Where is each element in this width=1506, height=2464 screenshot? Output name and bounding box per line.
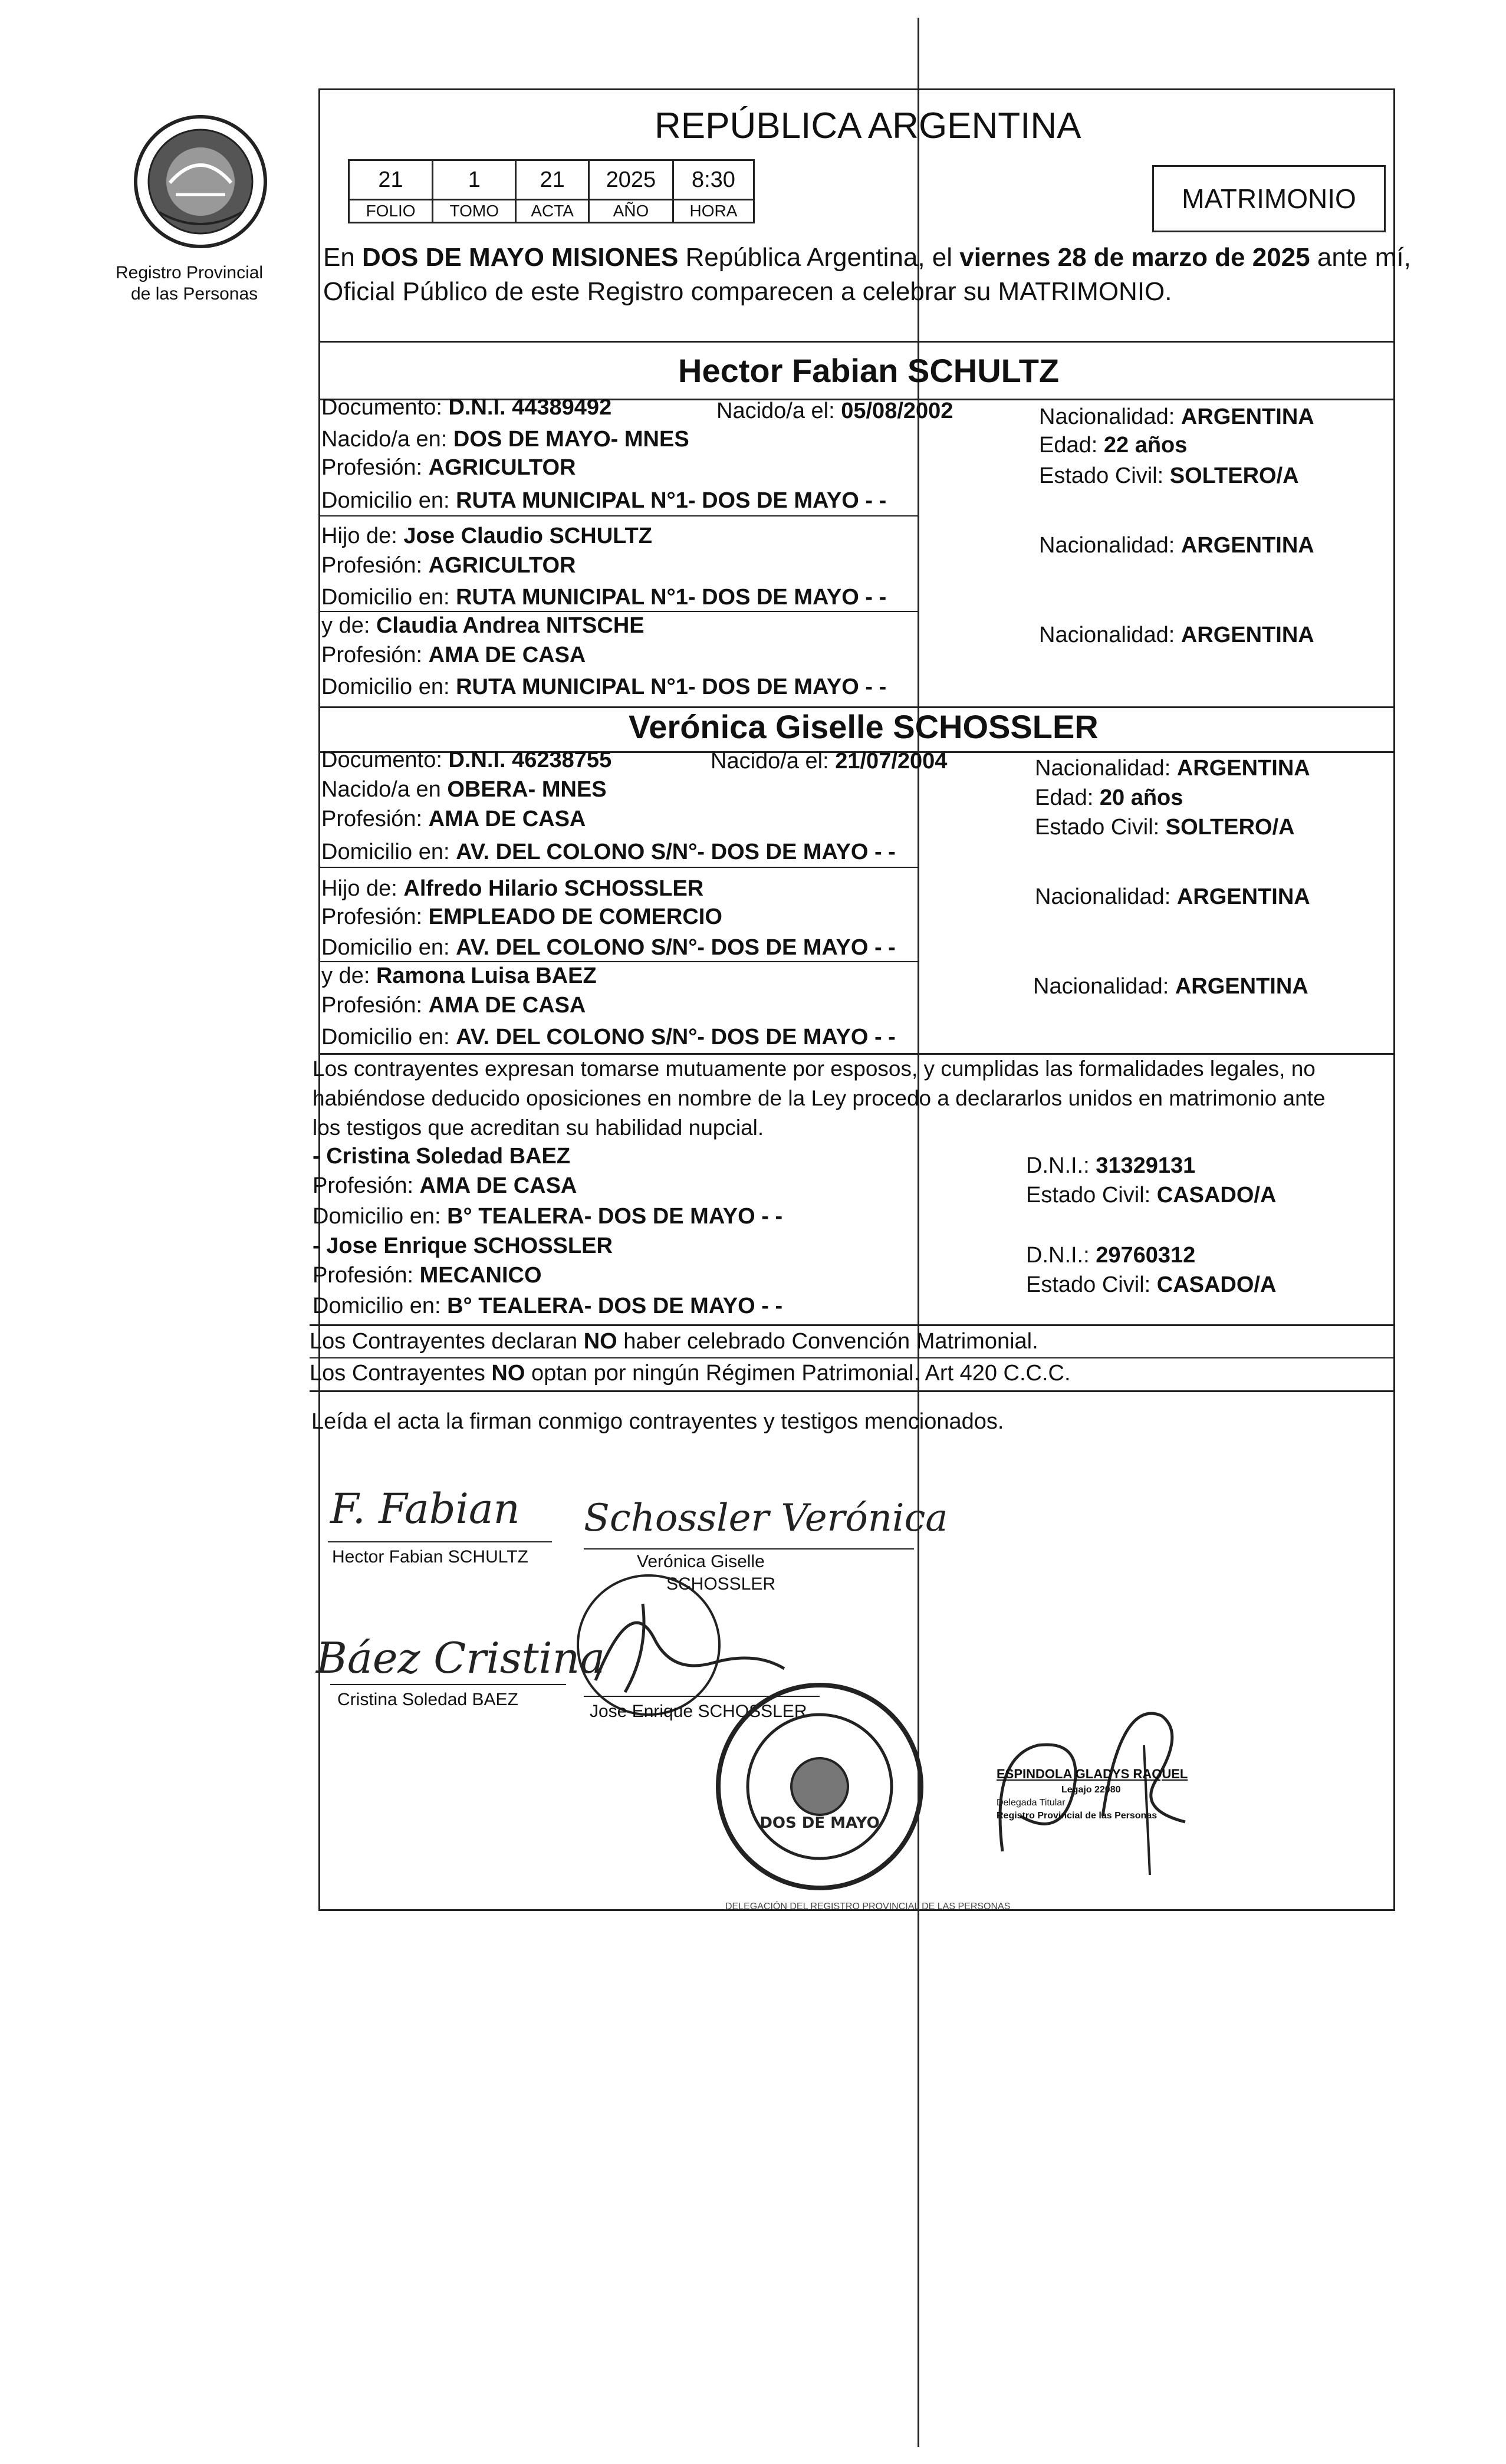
row-underline: [318, 867, 919, 868]
registry-logo: [124, 112, 277, 254]
witness1-dni: D.N.I.: 31329131: [1026, 1153, 1196, 1178]
declaration-line1: Los contrayentes expresan tomarse mutuamente por esposos, y cumplidas las formalidades legales, no: [313, 1057, 1316, 1081]
official-registry: Registro Provincial de las Personas: [997, 1811, 1158, 1821]
section-divider: [310, 1390, 1393, 1392]
spouse2-father-nationality: Nacionalidad: ARGENTINA: [1035, 884, 1310, 909]
witness2-address: Domicilio en: B° TEALERA- DOS DE MAYO - -: [313, 1294, 783, 1318]
row-underline: [310, 1357, 1393, 1358]
spouse2-name: Verónica Giselle SCHOSSLER: [629, 708, 1099, 745]
spouse2-mother: y de: Ramona Luisa BAEZ: [321, 963, 597, 988]
acta-label: ACTA: [516, 200, 589, 223]
country-title: REPÚBLICA ARGENTINA: [655, 106, 1081, 146]
section-divider: [318, 341, 1393, 343]
spouse1-birth-date: Nacido/a el: 05/08/2002: [716, 399, 953, 423]
signature-label-witness1: Cristina Soledad BAEZ: [337, 1690, 518, 1709]
section-divider: [310, 1324, 1393, 1326]
spouse2-father: Hijo de: Alfredo Hilario SCHOSSLER: [321, 876, 704, 901]
spouse2-civil-status: Estado Civil: SOLTERO/A: [1035, 815, 1295, 840]
tomo-value: 1: [433, 160, 516, 200]
spouse1-father-profession: Profesión: AGRICULTOR: [321, 553, 576, 578]
registry-name-line1: Registro Provincial: [116, 263, 264, 282]
spouse1-name: Hector Fabian SCHULTZ: [678, 352, 1060, 389]
record-index-table: [348, 159, 755, 223]
spouse1-birthplace: Nacido/a en: DOS DE MAYO- MNES: [321, 427, 689, 452]
spouse2-address: Domicilio en: AV. DEL COLONO S/N°- DOS DE MAYO - -: [321, 840, 896, 864]
spouse1-profession: Profesión: AGRICULTOR: [321, 455, 576, 480]
witness1-name: - Cristina Soledad BAEZ: [313, 1144, 571, 1169]
intro-text: República Argentina, el: [678, 243, 960, 272]
stamp-center-text: DOS DE MAYO: [759, 1814, 880, 1832]
spouse1-mother: y de: Claudia Andrea NITSCHE: [321, 613, 645, 638]
delegation-stamp-icon: [708, 1675, 932, 1899]
witness2-name: - Jose Enrique SCHOSSLER: [313, 1233, 613, 1258]
ceremony-date: viernes 28 de marzo de 2025: [959, 243, 1310, 272]
spouse1-age: Edad: 22 años: [1039, 433, 1188, 458]
spouse2-mother-profession: Profesión: AMA DE CASA: [321, 993, 586, 1018]
witness2-civil-status: Estado Civil: CASADO/A: [1026, 1272, 1277, 1297]
witness2-dni: D.N.I.: 29760312: [1026, 1243, 1196, 1268]
spouse1-document: Documento: D.N.I. 44389492: [321, 395, 612, 420]
spouse2-document: Documento: D.N.I. 46238755: [321, 748, 612, 772]
spouse1-nationality: Nacionalidad: ARGENTINA: [1039, 404, 1314, 429]
signature-spouse2: Schossler Verónica: [584, 1496, 948, 1540]
hora-label: HORA: [673, 200, 754, 223]
official-role: Delegada Titular: [997, 1798, 1066, 1808]
witness1-civil-status: Estado Civil: CASADO/A: [1026, 1183, 1277, 1208]
declaration-line3: los testigos que acreditan su habilidad nupcial.: [313, 1116, 764, 1140]
spouse1-mother-address: Domicilio en: RUTA MUNICIPAL N°1- DOS DE MAYO - -: [321, 675, 887, 699]
spouse2-profession: Profesión: AMA DE CASA: [321, 807, 586, 831]
tomo-label: TOMO: [433, 200, 516, 223]
witness1-address: Domicilio en: B° TEALERA- DOS DE MAYO - -: [313, 1204, 783, 1229]
signature-label-spouse2-l2: SCHOSSLER: [666, 1574, 776, 1594]
spouse1-mother-nationality: Nacionalidad: ARGENTINA: [1039, 623, 1314, 647]
regime-declaration: Los Contrayentes NO optan por ningún Régimen Patrimonial. Art 420 C.C.C.: [310, 1361, 1071, 1386]
provincial-seal-icon: [124, 112, 277, 254]
spouse2-mother-address: Domicilio en: AV. DEL COLONO S/N°- DOS DE MAYO - -: [321, 1025, 896, 1050]
anio-value: 2025: [588, 160, 673, 200]
intro-line2: Oficial Público de este Registro comparecen a celebrar su MATRIMONIO.: [323, 277, 1172, 306]
official-file-number: Legajo 22080: [1061, 1785, 1121, 1795]
hora-value: 8:30: [673, 160, 754, 200]
spouse1-civil-status: Estado Civil: SOLTERO/A: [1039, 463, 1299, 488]
intro-text: ante mí,: [1310, 243, 1411, 272]
spouse2-nationality: Nacionalidad: ARGENTINA: [1035, 756, 1310, 781]
declaration-line2: habiéndose deducido oposiciones en nombre de la Ley procedo a declararlos unidos en matrimonio ante: [313, 1086, 1326, 1110]
signature-label-witness2: Jose Enrique SCHOSSLER: [590, 1702, 807, 1721]
spouse2-father-profession: Profesión: EMPLEADO DE COMERCIO: [321, 904, 722, 929]
acta-value: 21: [516, 160, 589, 200]
intro-line1: [323, 242, 1411, 274]
spouse1-address: Domicilio en: RUTA MUNICIPAL N°1- DOS DE MAYO - -: [321, 488, 887, 513]
folio-value: 21: [349, 160, 433, 200]
official-name: ESPINDOLA GLADYS RAQUEL: [997, 1766, 1188, 1781]
intro-text: En: [323, 243, 363, 272]
signature-witness1: Báez Cristina: [316, 1633, 606, 1683]
spouse2-mother-nationality: Nacionalidad: ARGENTINA: [1033, 974, 1308, 999]
spouse1-father: Hijo de: Jose Claudio SCHULTZ: [321, 524, 652, 548]
spouse2-birthplace: Nacido/a en OBERA- MNES: [321, 777, 607, 802]
ceremony-place: DOS DE MAYO MISIONES: [362, 243, 679, 272]
signature-line: [330, 1684, 566, 1685]
spouse1-father-address: Domicilio en: RUTA MUNICIPAL N°1- DOS DE MAYO - -: [321, 585, 887, 610]
signature-line: [328, 1541, 552, 1542]
signature-label-spouse2-l1: Verónica Giselle: [637, 1552, 765, 1571]
witness1-profession: Profesión: AMA DE CASA: [313, 1173, 577, 1198]
registry-name-line2: de las Personas: [131, 284, 258, 304]
stamp-ring-text: DELEGACIÓN DEL REGISTRO PROVINCIAL DE LAS PERSONAS: [725, 1902, 1011, 1912]
section-divider: [318, 1053, 1393, 1055]
spouse1-father-nationality: Nacionalidad: ARGENTINA: [1039, 533, 1314, 558]
signature-label-spouse1: Hector Fabian SCHULTZ: [332, 1547, 528, 1567]
record-type-box: [1152, 165, 1386, 232]
row-underline: [318, 515, 919, 517]
spouse1-mother-profession: Profesión: AMA DE CASA: [321, 643, 586, 667]
spouse2-birth-date: Nacido/a el: 21/07/2004: [711, 749, 948, 774]
folio-label: FOLIO: [349, 200, 433, 223]
spouse2-age: Edad: 20 años: [1035, 785, 1183, 810]
witness2-profession: Profesión: MECANICO: [313, 1263, 542, 1288]
signature-spouse1: F. Fabian: [330, 1485, 520, 1533]
convention-declaration: Los Contrayentes declaran NO haber celebrado Convención Matrimonial.: [310, 1329, 1038, 1354]
anio-label: AÑO: [588, 200, 673, 223]
spouse2-father-address: Domicilio en: AV. DEL COLONO S/N°- DOS DE MAYO - -: [321, 935, 896, 960]
record-type: MATRIMONIO: [1182, 183, 1356, 214]
closing-text: Leída el acta la firman conmigo contrayentes y testigos mencionados.: [311, 1409, 1004, 1434]
